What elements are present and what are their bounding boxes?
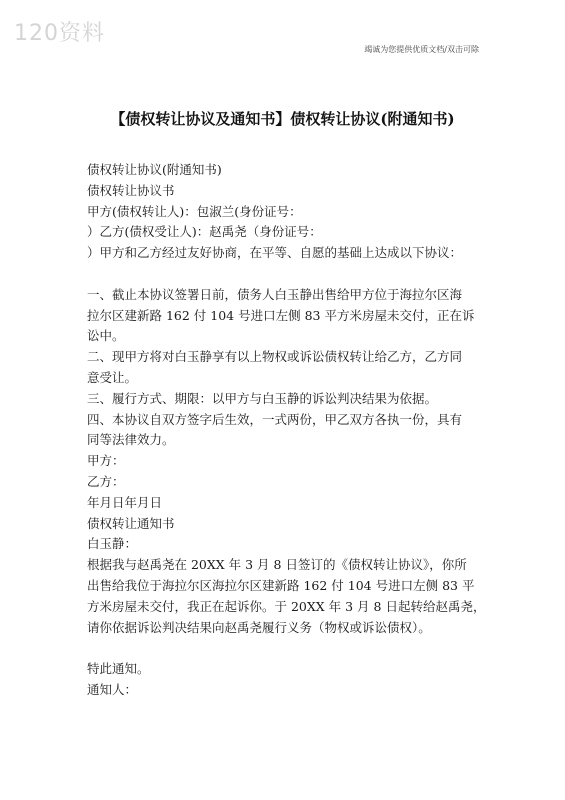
blank-line — [87, 264, 487, 285]
body-line: 乙方： — [87, 473, 125, 489]
body-line: 二、现甲方将对白玉静享有以上物权或诉讼债权转让给乙方，乙方同 — [87, 349, 463, 365]
body-line: 债权转让协议(附通知书) — [87, 162, 222, 177]
body-line: ）甲方和乙方经过友好协商，在平等、自愿的基础上达成以下协议： — [87, 245, 463, 261]
watermark-logo: 120资料 — [14, 21, 105, 46]
body-line: 同等法律效力。 — [87, 432, 175, 448]
body-line: 请你依据诉讼判决结果向赵禹尧履行义务（物权或诉讼债权）。 — [87, 619, 431, 635]
body-line: 年月日年月日 — [87, 494, 163, 510]
body-line: 白玉静： — [87, 536, 138, 552]
body-line: 债权转让通知书 — [87, 515, 175, 531]
document-body — [87, 160, 487, 701]
blank-line — [87, 638, 487, 659]
body-line: 通知人： — [87, 681, 138, 697]
header-note: 竭诚为您提供优质文档/双击可除 — [364, 45, 479, 54]
document-title: 【债权转让协议及通知书】债权转让协议(附通知书) — [110, 110, 455, 128]
body-line: ）乙方(债权受让人)：赵禹尧（身份证号： — [87, 224, 322, 240]
body-line: 甲方(债权转让人)：包淑兰(身份证号： — [87, 203, 302, 219]
body-line: 甲方： — [87, 453, 125, 469]
body-line: 方米房屋未交付，我正在起诉你。于 20XX 年 3 月 8 日起转给赵禹尧， — [87, 598, 486, 614]
body-line: 一、截止本协议签署日前，债务人白玉静出售给甲方位于海拉尔区海 — [87, 286, 463, 302]
body-line: 拉尔区建新路 162 付 104 号进口左侧 83 平方米房屋未交付，正在诉 — [87, 307, 475, 323]
body-line: 出售给我位于海拉尔区海拉尔区建新路 162 付 104 号进口左侧 83 平 — [87, 577, 475, 593]
body-line: 讼中。 — [87, 328, 125, 344]
body-line: 根据我与赵禹尧在 20XX 年 3 月 8 日签订的《债权转让协议》，你所 — [87, 557, 467, 573]
body-line: 意受让。 — [87, 369, 138, 385]
body-line: 特此通知。 — [87, 661, 150, 677]
body-line: 三、履行方式、期限：以甲方与白玉静的诉讼判决结果为依据。 — [87, 390, 438, 406]
body-line: 四、本协议自双方签字后生效，一式两份，甲乙双方各执一份，具有 — [87, 411, 463, 427]
body-line: 债权转让协议书 — [87, 182, 175, 198]
